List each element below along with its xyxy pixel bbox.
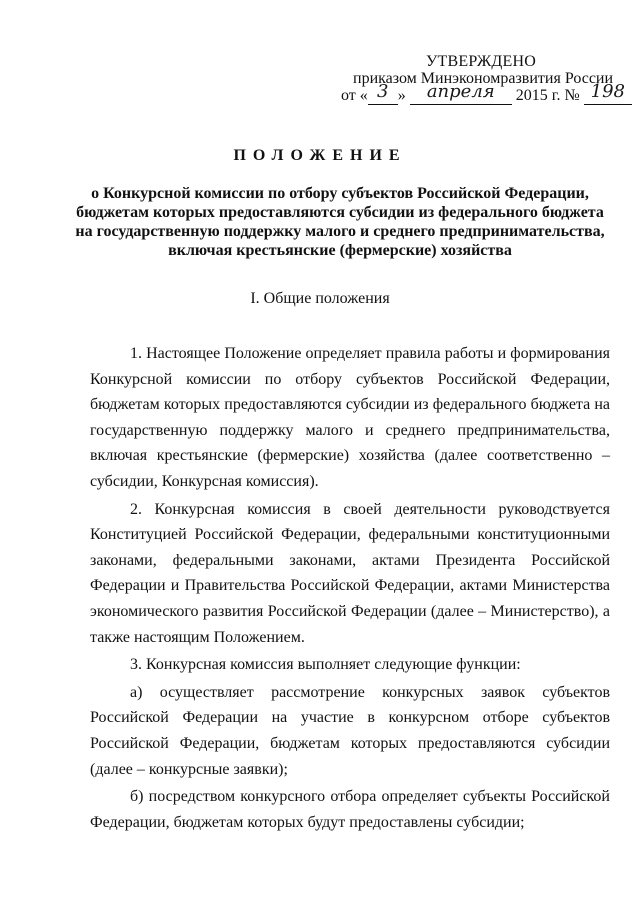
document-subtitle [70,184,610,260]
date-day-close: » [397,87,406,104]
paragraph-3b: б) посредством конкурсного отбора определяет субъекты Российской Федерации, бюджетам которых будут предоставлены субсидии; [90,788,610,831]
subtitle-line: на государственную поддержку малого и среднего предпринимательства, [75,223,605,240]
section-heading: I. Общие положения [250,290,390,307]
subtitle-line: бюджетам которых предоставляются субсидии из федерального бюджета [76,204,604,221]
approval-title: УТВЕРЖДЕНО [426,53,537,70]
paragraph-1: 1. Настоящее Положение определяет правила работы и формирования Конкурсной комиссии по отбору субъектов Российской Федерации, бюджетам которых предоставляются субсидии из федерального бюджета на государственную поддержку малого и среднего предпринимательства, включая крестьянские (фермерские) хозяйства (далее соответственно – субсидии, Конкурсная комиссия). [90,345,610,490]
approval-date-line [341,81,632,106]
handwritten-day: 3 [377,81,389,102]
subtitle-line: о Конкурсной комиссии по отбору субъектов Российской Федерации, [91,185,589,202]
paragraph-2: 2. Конкурсная комиссия в своей деятельности руководствуется Конституцией Российской Федерации, федеральными конституционными законами, федеральными законами, актами Президента Российской Федерации и Правительства Российской Федерации, актами Министерства экономического развития Российской Федерации (далее – Министерство), а также настоящим Положением. [90,500,610,646]
document-body [90,341,610,835]
date-prefix: от « [341,87,368,104]
subtitle-line: включая крестьянские (фермерские) хозяйства [168,242,512,259]
document-title: ПОЛОЖЕНИЕ [233,147,407,164]
approval-order-line: приказом Минэкономразвития России [353,70,614,87]
handwritten-order-number: 198 [590,81,625,102]
paragraph-3a: а) осуществляет рассмотрение конкурсных заявок субъектов Российской Федерации на участие в конкурсном отборе субъектов Российской Федерации, бюджетам которых предоставляются субсидии (далее – конкурсные заявки); [90,683,610,778]
date-year-text: 2015 г. № [515,87,580,104]
day-blank [368,81,398,105]
handwritten-month: апреля [426,81,495,102]
month-blank [410,81,512,105]
number-blank [584,81,632,105]
paragraph-3: 3. Конкурсная комиссия выполняет следующие функции: [130,656,521,674]
